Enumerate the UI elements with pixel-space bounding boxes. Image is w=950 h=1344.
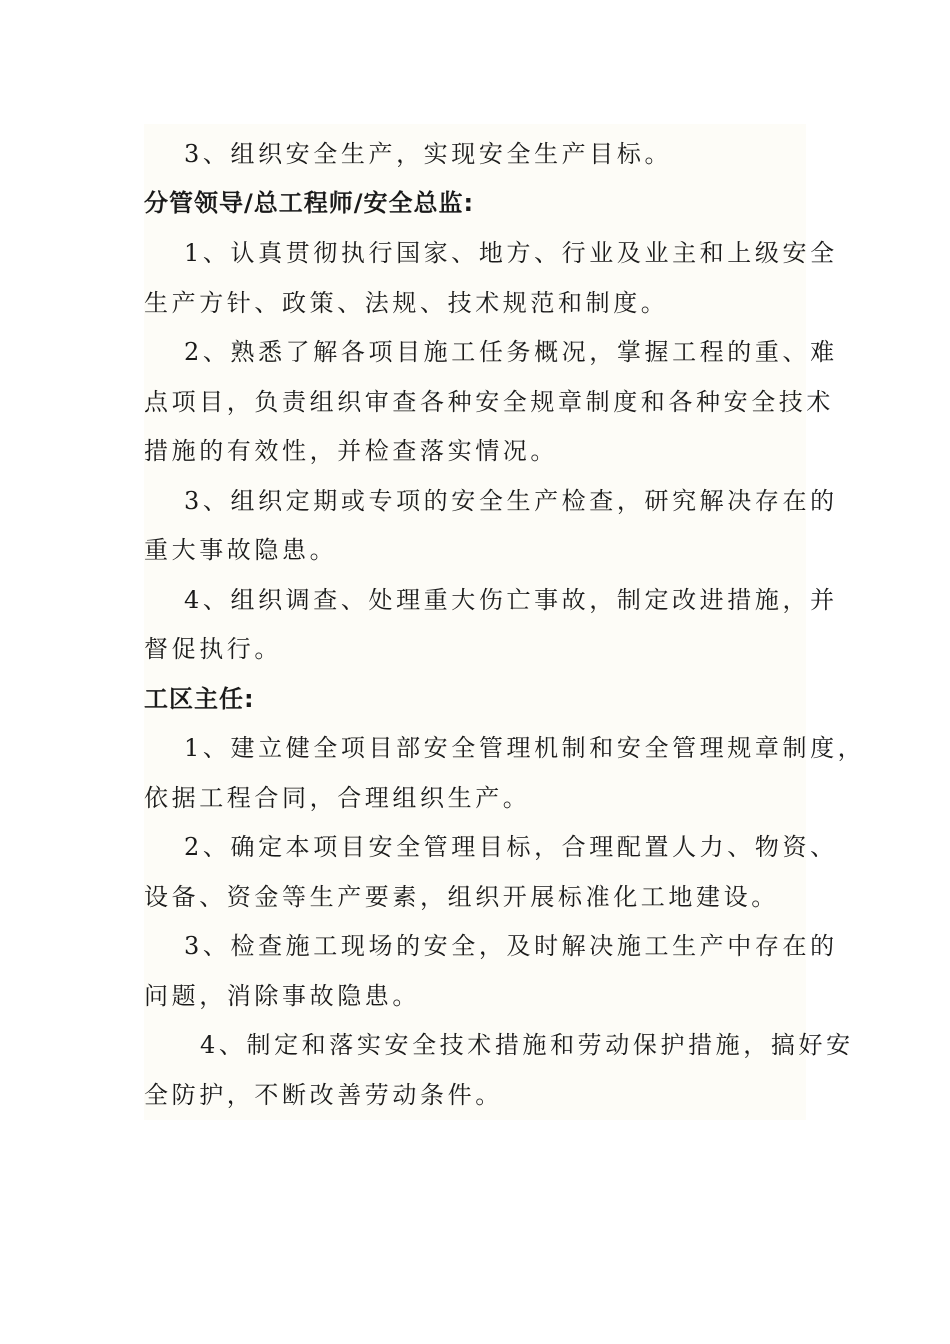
document-body [144, 124, 866, 1120]
section-heading-leadership: 分管领导/总工程师/安全总监: [144, 189, 475, 217]
paragraph-line: 设备、资金等生产要素，组织开展标准化工地建设。 [144, 883, 779, 911]
paragraph-line: 3、组织安全生产，实现安全生产目标。 [184, 140, 673, 168]
paragraph-line: 3、检查施工现场的安全，及时解决施工生产中存在的 [184, 932, 838, 960]
paragraph-line: 2、熟悉了解各项目施工任务概况，掌握工程的重、难 [184, 338, 838, 366]
paragraph-line: 依据工程合同，合理组织生产。 [144, 784, 531, 812]
paragraph-line: 全防护，不断改善劳动条件。 [144, 1081, 503, 1109]
paragraph-line: 4、制定和落实安全技术措施和劳动保护措施，搞好安 [200, 1031, 854, 1059]
paragraph-line: 点项目，负责组织审查各种安全规章制度和各种安全技术 [144, 388, 834, 416]
paragraph-line: 1、认真贯彻执行国家、地方、行业及业主和上级安全 [184, 239, 838, 267]
paragraph-line: 1、建立健全项目部安全管理机制和安全管理规章制度， [184, 734, 866, 762]
section-heading-work-area-director: 工区主任: [144, 685, 255, 713]
paragraph-line: 4、组织调查、处理重大伤亡事故，制定改进措施，并 [184, 586, 838, 614]
paragraph-line: 2、确定本项目安全管理目标，合理配置人力、物资、 [184, 833, 838, 861]
paragraph-line: 生产方针、政策、法规、技术规范和制度。 [144, 289, 669, 317]
paragraph-line: 措施的有效性，并检查落实情况。 [144, 437, 558, 465]
paragraph-line: 3、组织定期或专项的安全生产检查，研究解决存在的 [184, 487, 838, 515]
paragraph-line: 问题，消除事故隐患。 [144, 982, 420, 1010]
paragraph-line: 督促执行。 [144, 635, 282, 663]
paragraph-line: 重大事故隐患。 [144, 536, 338, 564]
